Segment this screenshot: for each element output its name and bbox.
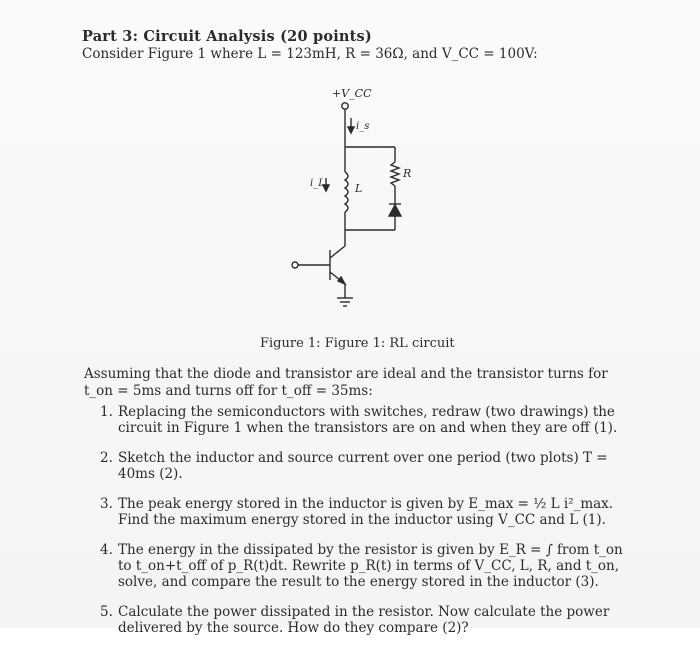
question-number: 1. (100, 404, 113, 420)
assumption-paragraph: Assuming that the diode and transistor are ideal and the transistor turns for t_on = 5ms and turns off for t_off = 35ms: (84, 366, 608, 399)
question-text: The energy in the dissipated by the resistor is given by E_R = ∫ from t_on to t_on+t_off of p_R(t)dt. Rewrite p_R(t) in terms of V_CC, L, R, and t_on, solve, and compare the result to the energy stored in the inductor (3). (118, 542, 623, 590)
intro-text: Consider Figure 1 where L = 123mH, R = 36Ω, and V_CC = 100V: (82, 46, 538, 62)
question-text: The peak energy stored in the inductor is given by E_max = ½ L i²_max. Find the maximum energy stored in the inductor using V_CC and L (1). (118, 496, 614, 528)
question-text: Calculate the power dissipated in the resistor. Now calculate the power delivered by the source. How do they compare (2)? (118, 604, 610, 636)
section-heading: Part 3: Circuit Analysis (20 points) (82, 28, 372, 45)
list-item (100, 496, 625, 528)
inductor-current-label: i_L (310, 178, 325, 189)
question-number: 4. (100, 542, 113, 558)
question-text: Replacing the semiconductors with switches, redraw (two drawings) the circuit in Figure 1 when the transistors are on and when they are off (1). (118, 404, 618, 436)
supply-terminal (342, 103, 348, 109)
resistor-label: R (403, 167, 412, 180)
list-item (100, 450, 625, 482)
question-list (100, 404, 625, 650)
question-number: 5. (100, 604, 113, 620)
question-text: Sketch the inductor and source current over one period (two plots) T = 40ms (2). (118, 450, 608, 482)
figure-caption: Figure 1: Figure 1: RL circuit (260, 336, 455, 351)
list-item (100, 542, 625, 590)
list-item (100, 604, 625, 636)
list-item (100, 404, 625, 436)
question-number: 2. (100, 450, 113, 466)
supply-label: +V_CC (332, 87, 372, 100)
base-terminal (292, 262, 298, 268)
inductor-label: L (355, 182, 363, 195)
source-current-label: i_s (356, 121, 370, 132)
rl-circuit-figure (250, 84, 450, 314)
question-number: 3. (100, 496, 113, 512)
